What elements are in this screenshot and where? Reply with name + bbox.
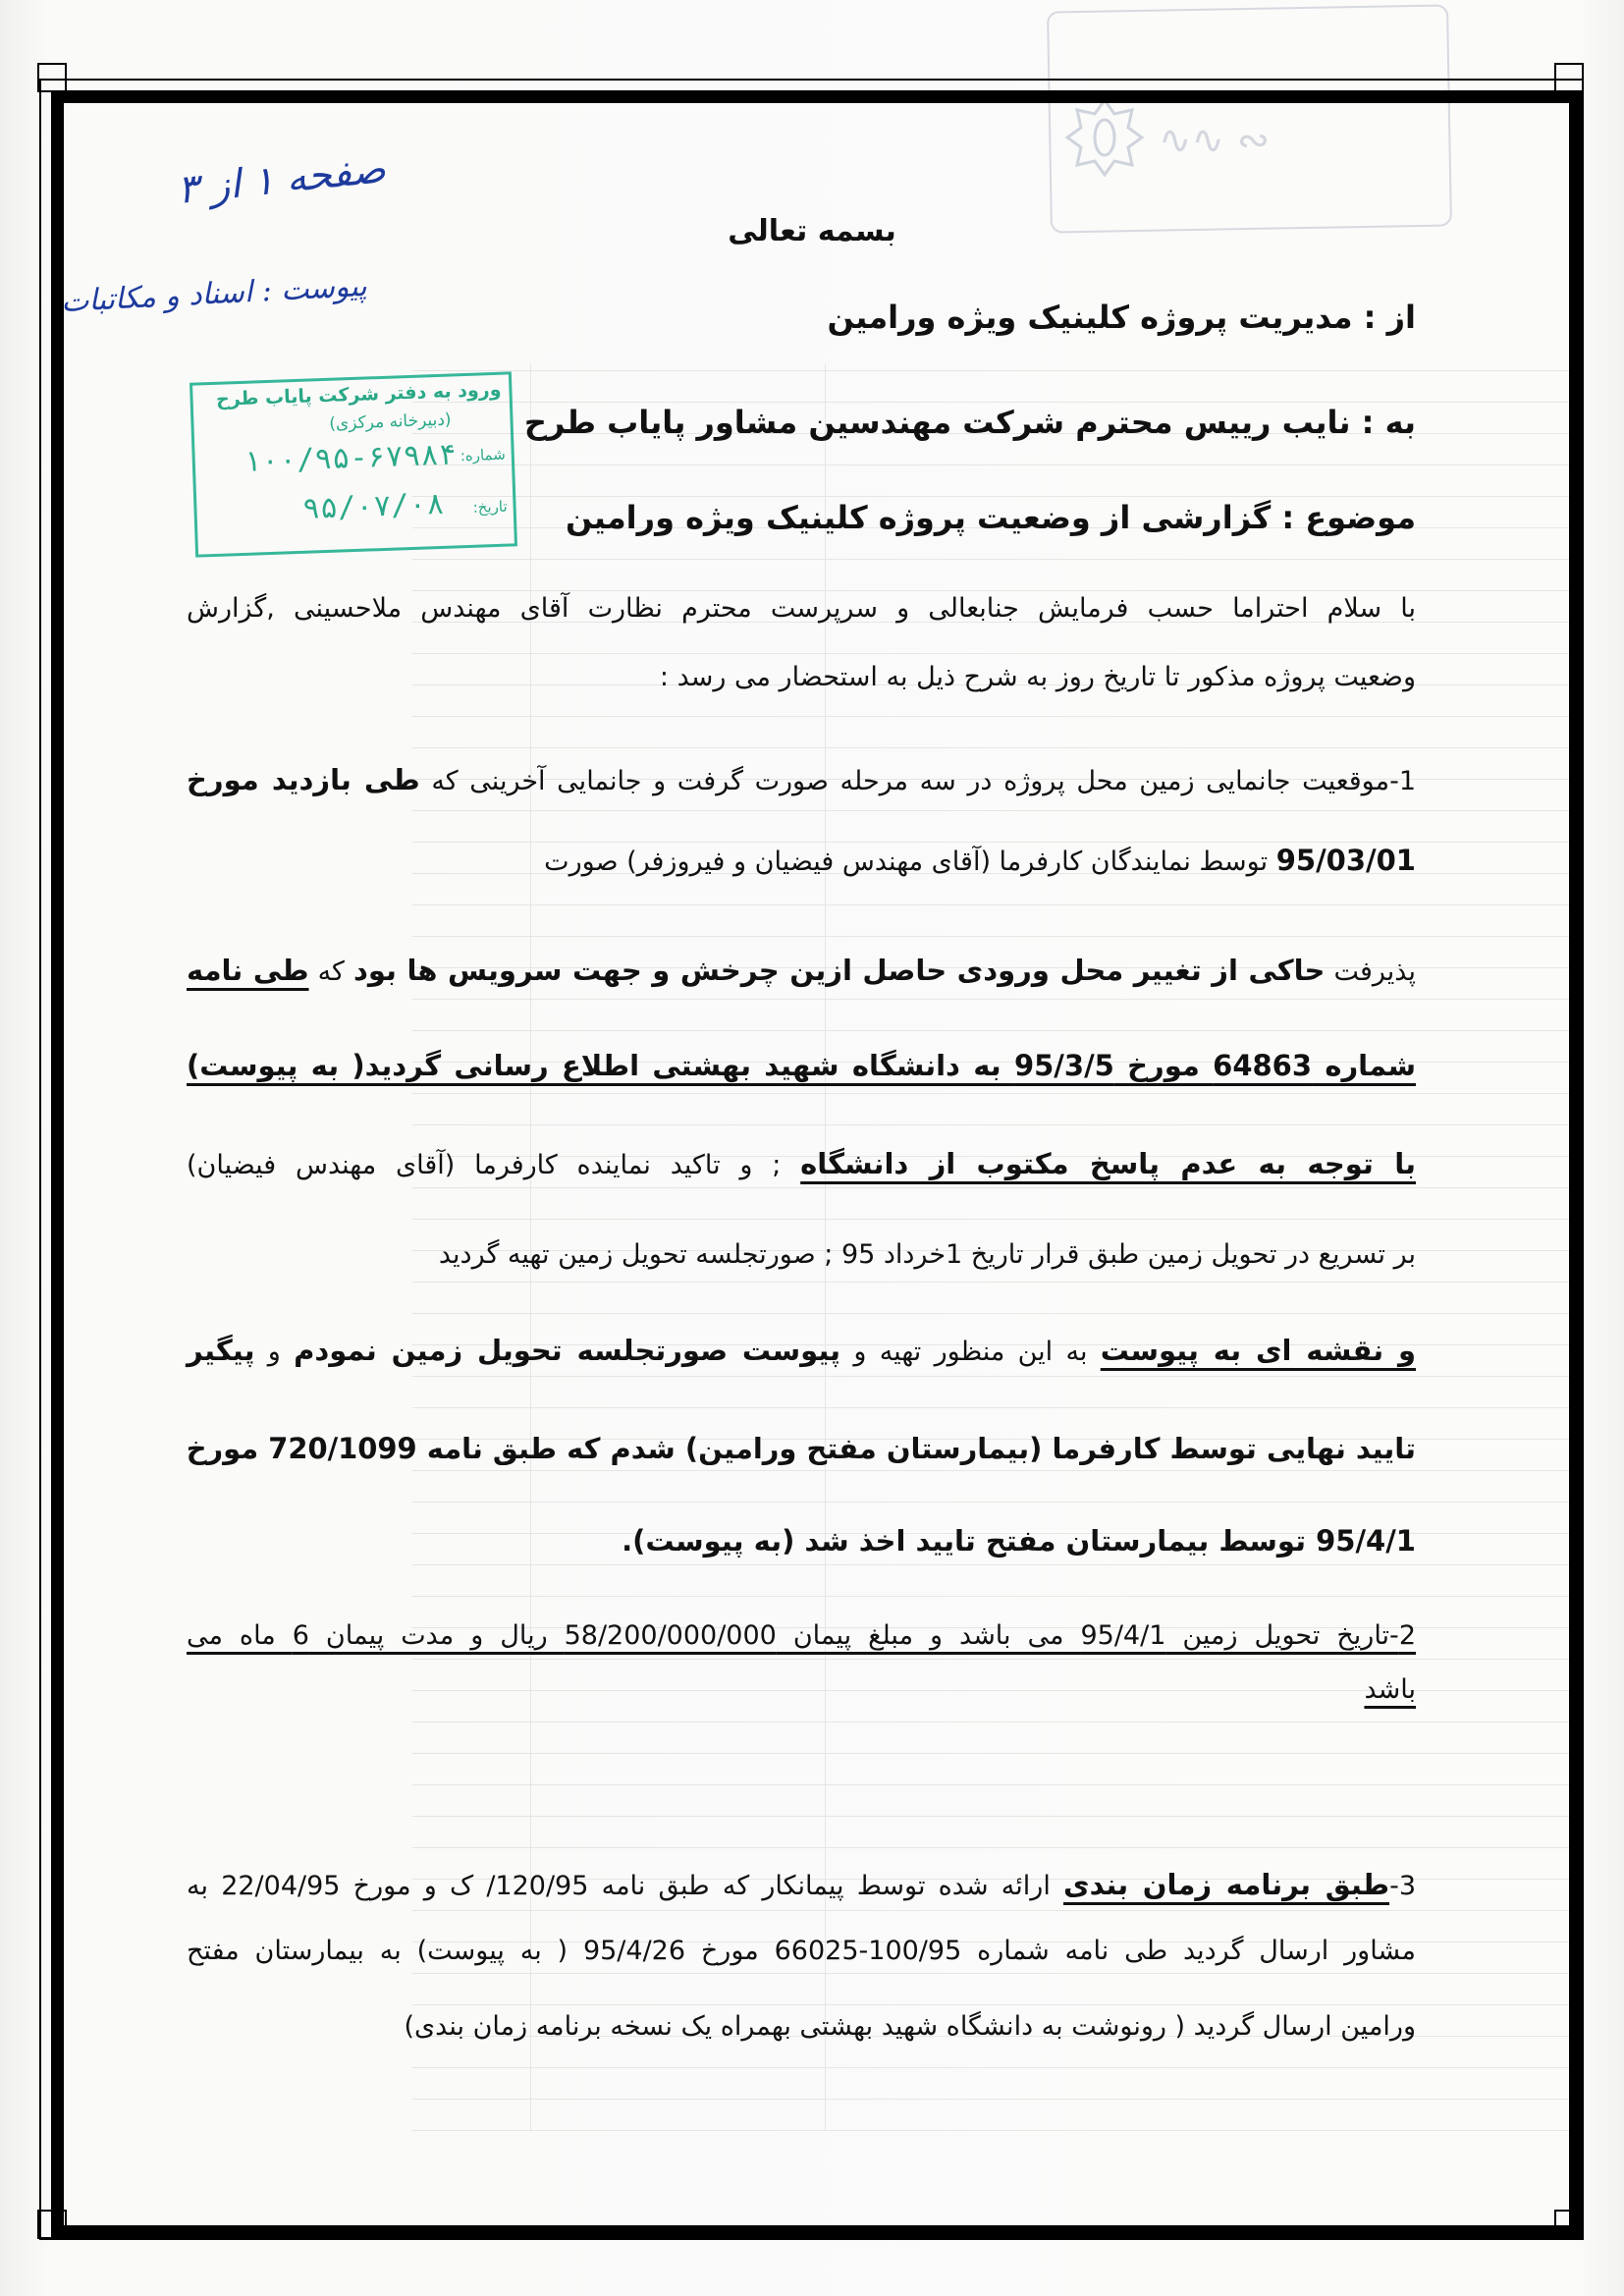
- bold-text: پیگیر: [187, 1334, 255, 1367]
- bold-text: 95/03/01: [1275, 844, 1416, 877]
- body-line: [187, 660, 1416, 694]
- stamp-number: ۱۰۰/۹۵-۶۷۹۸۴: [243, 437, 458, 479]
- bold-text: پیوست صورتجلسه تحویل زمین نمودم: [294, 1334, 841, 1367]
- text-segment: ارائه شده توسط پیمانکار که طبق نامه 120/95/ ک و مورخ 22/04/95 به: [187, 1871, 1064, 1901]
- body-line: [187, 1333, 1416, 1370]
- body-line: [187, 953, 1416, 990]
- bold-text: تایید نهایی توسط کارفرما (بیمارستان مفتح ورامین) شدم که طبق نامه 720/1099 مورخ: [186, 1432, 1417, 1465]
- body-line: [187, 1618, 1416, 1653]
- bold-text: و نقشه ای به پیوست: [1100, 1334, 1416, 1367]
- border-corner: [37, 63, 67, 92]
- text-segment: وضعیت پروژه مذکور تا تاریخ روز به شرح ذیل به استحضار می رسد :: [659, 662, 1416, 692]
- from-line: از : مدیریت پروژه کلینیک ویژه ورامین: [827, 299, 1416, 336]
- text-segment: 1-موقعیت جانمایی زمین محل پروژه در سه مرحله صورت گرفت و جانمایی آخرینی که: [419, 766, 1416, 796]
- to-line: به : نایب رییس محترم شرکت مهندسین مشاور پایاب طرح: [523, 404, 1416, 441]
- text-segment: با سلام احتراما حسب فرمایش جنابعالی و سرپرست محترم نظارت آقای مهندس ملاحسینی ,گزارش: [187, 593, 1416, 624]
- bold-text: شماره 64863 مورخ 95/3/5 به دانشگاه شهید بهشتی اطلاع رسانی گردید( به پیوست): [187, 1049, 1416, 1082]
- bold-text: طی بازدید مورخ: [187, 763, 420, 796]
- stamp-date: ۹۵/۰۷/۰۸: [301, 486, 446, 526]
- body-line: [187, 1237, 1416, 1272]
- subject-line: موضوع : گزارشی از وضعیت پروژه کلینیک ویژه ورامین: [566, 499, 1416, 536]
- body-line: [187, 762, 1416, 799]
- attachment-note: پیوست : اسناد و مکاتبات: [60, 268, 368, 320]
- border-corner: [1554, 2210, 1584, 2239]
- text-segment: ورامین ارسال گردید ( رونوشت به دانشگاه شهید بهشتی بهمراه یک نسخه برنامه زمان بندی): [404, 2011, 1416, 2042]
- page-number-note: صفحه ۱ از ۳: [175, 145, 388, 214]
- body-line: [187, 2009, 1416, 2044]
- body-line: [187, 1934, 1416, 1968]
- text-segment: 3-: [1389, 1871, 1416, 1901]
- body-line: [187, 1867, 1416, 1904]
- faint-signature: ∿∿ ∾: [1159, 118, 1271, 163]
- text-segment: 2-تاریخ تحویل زمین 95/4/1 می باشد و مبلغ پیمان 58/200/000/000 ریال و مدت پیمان 6 ماه می: [187, 1620, 1416, 1651]
- text-segment: و: [254, 1337, 295, 1367]
- receipt-stamp: [189, 371, 517, 557]
- text-segment: توسط نمایندگان کارفرما (آقای مهندس فیضیان و فیروزفر) صورت: [544, 847, 1276, 877]
- bold-text: طبق برنامه زمان بندی: [1063, 1868, 1390, 1901]
- border-corner: [1554, 63, 1584, 92]
- text-segment: پذیرفت: [1325, 957, 1416, 987]
- bold-text: 95/4/1 توسط بیمارستان مفتح تایید اخذ شد (به پیوست).: [622, 1524, 1416, 1558]
- bold-text: با توجه به عدم پاسخ مکتوب از دانشگاه: [800, 1147, 1416, 1180]
- text-segment: بر تسریع در تحویل زمین طبق قرار تاریخ 1خرداد 95 ; صورتجلسه تحویل زمین تهیه گردید: [438, 1239, 1416, 1270]
- body-line: [187, 1523, 1416, 1560]
- body-line: [187, 1146, 1416, 1183]
- border-corner: [37, 2210, 67, 2239]
- stamp-number-label: شماره:: [460, 445, 507, 465]
- text-segment: که: [308, 957, 353, 987]
- body-line: [187, 591, 1416, 626]
- letter-heading: بسمه تعالی: [728, 214, 896, 248]
- stamp-title: ورود به دفتر شرکت پایاب طرح: [215, 378, 502, 410]
- stamp-date-label: تاریخ:: [472, 497, 508, 517]
- body-line: [186, 1431, 1417, 1468]
- text-segment: به این منظور تهیه و: [840, 1337, 1101, 1367]
- bold-text: حاکی از تغییر محل ورودی حاصل ازین چرخش و جهت سرویس ها بود: [352, 954, 1326, 987]
- body-line: [187, 843, 1416, 880]
- text-segment: مشاور ارسال گردید طی نامه شماره 100/95-66025 مورخ 95/4/26 ( به پیوست) به بیمارستان مفتح: [187, 1936, 1416, 1966]
- stamp-subtitle: (دبیرخانه مرکزی): [328, 410, 452, 434]
- bold-text: طی نامه: [187, 954, 309, 987]
- text-segment: باشد: [1364, 1674, 1416, 1705]
- text-segment: ; و تاکید نماینده کارفرما (آقای مهندس فیضیان): [187, 1150, 801, 1180]
- body-line: [187, 1672, 1416, 1707]
- body-line: [187, 1048, 1416, 1085]
